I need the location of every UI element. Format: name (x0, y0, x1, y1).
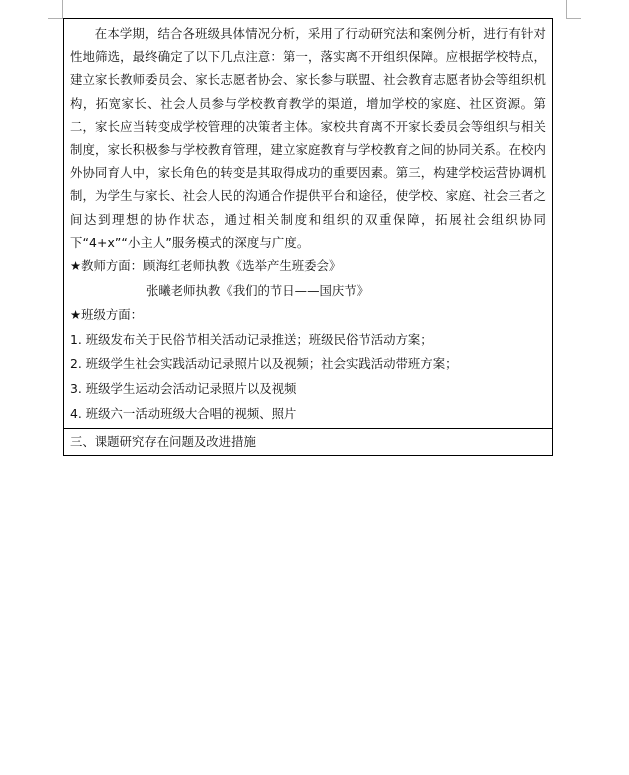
teacher-section-heading: ★教师方面：顾海红老师执教《选举产生班委会》 (70, 258, 342, 274)
class-item-3: 3. 班级学生运动会活动记录照片以及视频 (70, 381, 297, 396)
document-table (63, 18, 553, 456)
section-heading-cell[interactable]: 三、课题研究存在问题及改进措施 (70, 434, 256, 450)
crop-mark-top-left (48, 0, 63, 19)
class-item-4: 4. 班级六一活动班级大合唱的视频、照片 (70, 405, 297, 421)
crop-mark-top-right (566, 0, 581, 19)
content-cell[interactable] (64, 19, 552, 429)
teacher-section-line-2: 张曦老师执教《我们的节日——国庆节》 (146, 282, 370, 298)
class-section-heading: ★班级方面： (70, 307, 144, 323)
summary-paragraph: 在本学期，结合各班级具体情况分析，采用了行动研究法和案例分析，进行有针对性地筛选，最终确定了以下几点注意：第一，落实离不开组织保障。应根据学校特点，建立家长教师委员会、家长志愿者协会、家长参与联盟、社会教育志愿者协会等组织机构，拓宽家长、社会人员参与学校教育教学的渠道，增加学校的家庭、社区资源。第二，家长应当转变成学校管理的决策者主体。家校共育离不开家长委员会等组织与相关制度，家长积极参与学校教育管理，建立家庭教育与学校教育之间的协同关系。在校内外协同育人中，家长角色的转变是其取得成功的重要因素。第三，构建学校运营协调机制，为学生与家长、社会人民的沟通合作提供平台和途径，使学校、家庭、社会三者之间达到理想的协作状态，通过相关制度和组织的双重保障，拓展社会组织协同下“4+x”“小主人”服务模式的深度与广度。 (70, 26, 546, 250)
class-item-2: 2. 班级学生社会实践活动记录照片以及视频；社会实践活动带班方案； (70, 356, 458, 372)
class-item-1: 1. 班级发布关于民俗节相关活动记录推送；班级民俗节活动方案； (70, 331, 433, 347)
